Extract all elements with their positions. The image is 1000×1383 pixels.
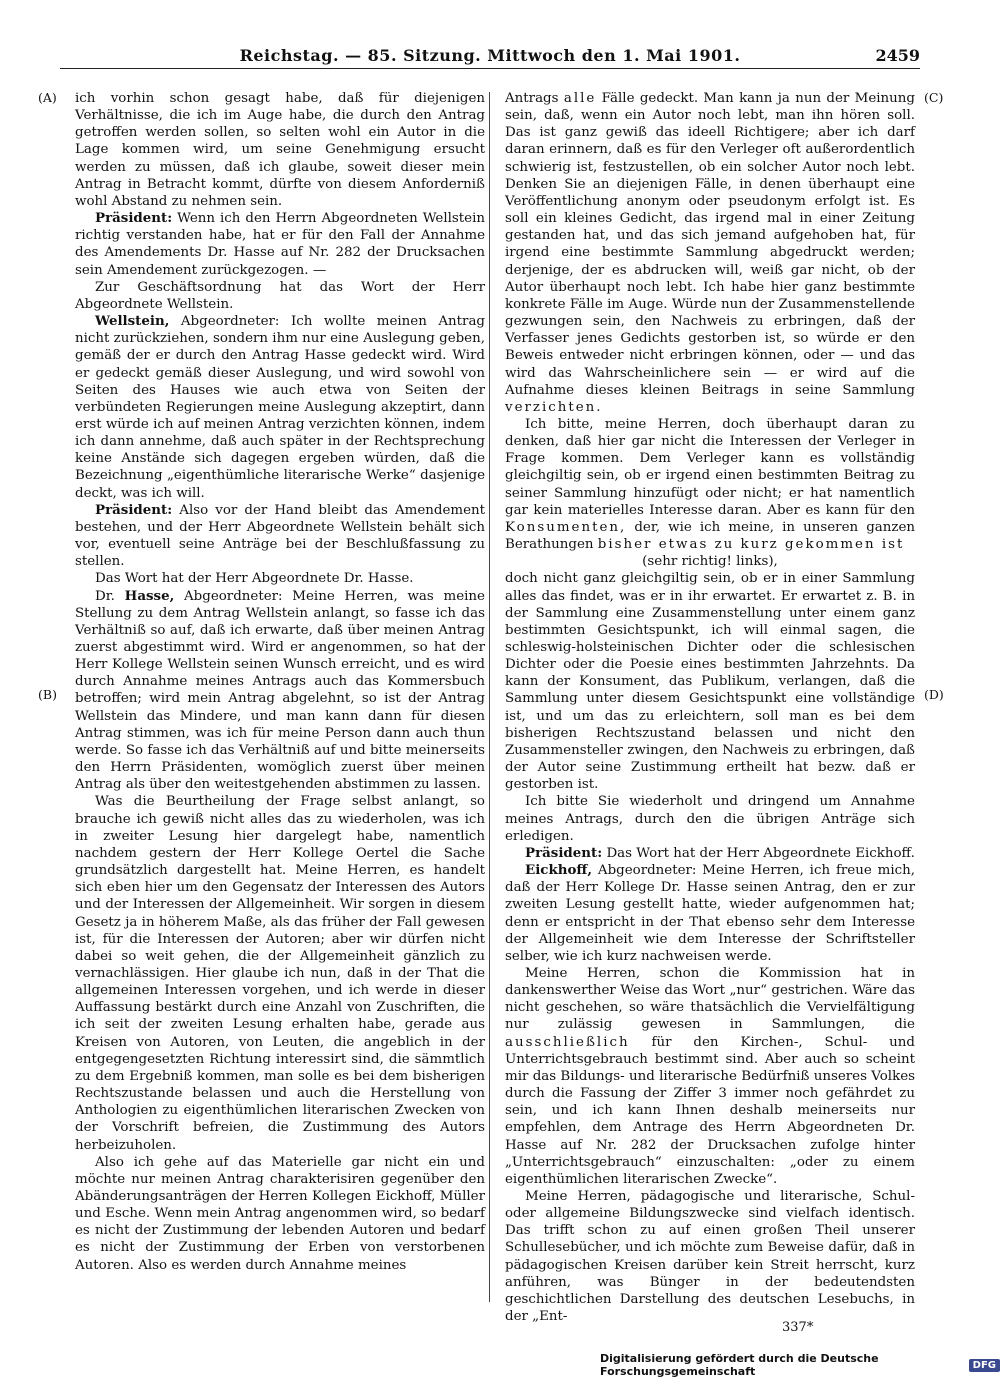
margin-mark-c: (C) bbox=[924, 90, 944, 105]
dfg-logo-icon: DFG bbox=[969, 1359, 1000, 1372]
right-column bbox=[505, 90, 915, 1325]
paragraph: Was die Beurtheilung der Frage selbst anlangt, so brauche ich gewiß nicht alles das zu wiederholen, was ich in zweiter Lesung hier dargelegt habe, namentlich nachdem gestern der Herr Kollege Oertel die Sache grundsätzlich dargestellt hat. Meine Herren, es handelt sich eben hier um den Gegensatz der Interessen des Autors und der Interessen der Allgemeinheit. Wir sorgen in diesem Gesetz ja in höherem Maße, als das früher der Fall gewesen ist, für die Interessen der Autoren; aber wir dürfen nicht dabei so weit gehen, die der Allgemeinheit gänzlich zu vernachlässigen. Hier glaube ich nun, daß in der That die allgemeinen Interessen vorgehen, und ich werde in dieser Auffassung bestärkt durch eine Anzahl von Zuschriften, die ich seit der zweiten Lesung erhalten habe, gerade aus Kreisen von Autoren, von Leuten, die angeblich in der entgegengesetzten Richtung interessirt sind, die sämmtlich zu dem Ergebniß kommen, man solle es bei dem bisherigen Rechtszustande belassen und auch die Herstellung von Anthologien zu eigenthümlichen literarischen Zwecken von der Vorschrift befreien, die Zustimmung des Autors herbeizuholen. bbox=[75, 794, 485, 1153]
paragraph: Wellstein, Abgeordneter: Ich wollte meinen Antrag nicht zurückziehen, sondern ihm nur eine Auslegung geben, gemäß der er durch den Antrag Hasse gedeckt wird. Wird er gedeckt gemäß dieser Auslegung, und wird sowohl von Seiten des Hauses wie auch etwa von Seiten der verbündeten Regierungen meine Auslegung akzeptirt, dann erst würde ich auf meinen Antrag verzichten können, indem ich dann annehme, daß auch später in der Rechtsprechung keine Anstände sich dagegen ergeben würden, daß die Bezeichnung „eigenthümliche literarische Werke“ dasjenige deckt, was ich will. bbox=[75, 313, 485, 501]
footer-text: Digitalisierung gefördert durch die Deutsche Forschungsgemeinschaft bbox=[600, 1352, 879, 1378]
page-title: Reichstag. — 85. Sitzung. Mittwoch den 1. Mai 1901. bbox=[239, 46, 741, 65]
interjection: (sehr richtig! links), bbox=[642, 554, 778, 570]
page-header bbox=[60, 44, 920, 69]
page-number: 2459 bbox=[875, 46, 920, 65]
paragraph: Dr. Hasse, Abgeordneter: Meine Herren, was meine Stellung zu dem Antrag Wellstein anlangt, so fasse ich das Verhältniß so auf, daß ich erwarte, daß über meinen Antrag zuerst abgestimmt wird. Wird er angenommen, so hat der Herr Kollege Wellstein seinen Wunsch erreicht, und es wird durch Annahme meines Antrags auch das Kommersbuch betroffen; wird mein Antrag abgelehnt, so ist der Antrag Wellstein das Mindere, und man kann dann für diesen Antrag stimmen, was ich für meine Person dann auch thun werde. So fasse ich das Verhältniß auf und bitte meinerseits den Herrn Präsidenten, womöglich zuerst über meinen Antrag als über den weitestgehenden abstimmen zu lassen. bbox=[75, 587, 485, 793]
paragraph: Das Wort hat der Herr Abgeordnete Dr. Hasse. bbox=[95, 571, 414, 587]
sheet-signature: 337* bbox=[782, 1320, 814, 1335]
paragraph: Meine Herren, pädagogische und literarische, Schul- oder allgemeine Bildungszwecke sind vielfach identisch. Das trifft schon zu auf einen großen Theil unserer Schullesebücher, und ich möchte zum Beweise dafür, daß in pädagogischen Kreisen darüber kein Streit herrscht, kurz anführen, was Bünger in der bedeutendsten geschichtlichen Darstellung des deutschen Lesebuchs, in der „Ent- bbox=[505, 1189, 915, 1325]
margin-mark-d: (D) bbox=[924, 687, 944, 702]
paragraph: Ich bitte Sie wiederholt und dringend um Annahme meines Antrags, durch den die übrigen Anträge sich erledigen. bbox=[505, 794, 915, 844]
footer-credit bbox=[600, 1352, 1000, 1378]
paragraph: ich vorhin schon gesagt habe, daß für diejenigen Verhältnisse, die ich im Auge habe, die durch den Antrag getroffen werden sollen, so selten wohl ein Autor in die Lage kommen wird, um seine Genehmigung ersucht werden zu müssen, daß ich glaube, soweit dieser mein Antrag in Betracht kommt, dürfte von diesem Anforderniß wohl Abstand zu nehmen sein. bbox=[75, 91, 485, 209]
speaker-name: Wellstein, bbox=[95, 313, 170, 330]
paragraph: Präsident: Das Wort hat der Herr Abgeordnete Eickhoff. bbox=[525, 844, 915, 861]
paragraph: Meine Herren, schon die Kommission hat in dankenswerther Weise das Wort „nur“ gestrichen. Wäre das nicht geschehen, so wäre thatsächlich die Vervielfältigung nur zulässig gewesen in Sammlungen, die ausschließlich für den Kirchen-, Schul- und Unterrichtsgebrauch bestimmt sind. Aber auch so scheint mir das Bildungs- und literarische Bedürfniß unseres Volkes durch die Fassung der Ziffer 3 immer noch gefährdet zu sein, und ich kann Ihnen deshalb meinerseits nur empfehlen, dem Antrage des Herrn Abgeordneten Dr. Hasse auf Nr. 282 der Drucksachen zufolge hinter „Unterrichtsgebrauch“ einzuschalten: „oder zu einem eigenthümlichen literarischen Zwecke“. bbox=[505, 965, 915, 1187]
margin-mark-b: (B) bbox=[38, 687, 57, 702]
left-column bbox=[75, 90, 485, 1274]
speaker-name: Eickhoff, bbox=[525, 862, 593, 879]
speaker-name: Hasse, bbox=[124, 587, 175, 604]
paragraph: Präsident: Also vor der Hand bleibt das Amendement bestehen, und der Herr Abgeordnete Wellstein behält sich vor, eventuell seine Anträge bei der Beschlußfassung zu stellen. bbox=[75, 501, 485, 570]
paragraph: Ich bitte, meine Herren, doch überhaupt daran zu denken, daß hier gar nicht die Interessen der Verleger in Frage kommen. Dem Verleger kann es vollständig gleichgiltig sein, ob er irgend einen bestimmten Beitrag zu seiner Sammlung hinzufügt oder nicht; er hat namentlich gar kein materielles Interesse daran. Aber es kann für den Konsumenten, der, wie ich meine, in unseren ganzen Berathungen bisher etwas zu kurz gekommen ist bbox=[505, 416, 915, 553]
paragraph: doch nicht ganz gleichgiltig sein, ob er in einer Sammlung alles das findet, was er in ihr erwartet. Er erwartet z. B. in der Sammlung eine Zusammenstellung unter einem ganz bestimmten Gesichtspunkt, ich will einmal sagen, die schleswig-holsteinischen Dichter oder die schlesischen Dichter oder die Poesie eines bestimmten Jahrzehnts. Da kann der Konsument, das Publikum, verlangen, daß die Sammlung unter diesem Gesichtspunkt eine vollständige ist, und um das zu erleichtern, soll man es bei dem bisherigen Rechtszustand belassen und nicht den Zusammensteller zwingen, den Nachweis zu erbringen, daß der Autor seine Zustimmung ertheilt hat bezw. daß er gestorben ist. bbox=[505, 571, 915, 793]
paragraph: Eickhoff, Abgeordneter: Meine Herren, ich freue mich, daß der Herr Kollege Dr. Hasse seinen Antrag, den er zur zweiten Lesung gestellt hatte, wieder aufgenommen hat; denn er entspricht in der That ebenso sehr dem Interesse der Allgemeinheit wie dem Interesse der Schriftsteller selber, wie ich kurz nachweisen werde. bbox=[505, 862, 915, 964]
paragraph: Präsident: Wenn ich den Herrn Abgeordneten Wellstein richtig verstanden habe, hat er für den Fall der Annahme des Amendements Dr. Hasse auf Nr. 282 der Drucksachen sein Amendement zurückgezogen. — bbox=[75, 210, 485, 278]
paragraph: Antrags alle Fälle gedeckt. Man kann ja nun der Meinung sein, daß, wenn ein Autor noch lebt, man ihn hören soll. Das ist ganz gewiß das ideell Richtigere; aber ich darf daran erinnern, daß es für den Verleger oft außerordentlich schwierig ist, festzustellen, ob ein solcher Autor noch lebt. Denken Sie an diejenigen Fälle, in denen überhaupt eine Veröffentlichung anonym oder pseudonym erfolgt ist. Es soll ein kleines Gedicht, das irgend mal in einer Zeitung gestanden hat, und das sich jemand aufgehoben hat, für irgend eine bestimmte Sammlung abgedruckt werden; derjenige, der es abdrucken will, weiß gar nicht, ob der Autor überhaupt noch lebt. Ich habe hier ganz bestimmte konkrete Fälle im Auge. Würde nun der Zusammenstellende gezwungen sein, den Nachweis zu erbringen, daß der Verfasser jenes Gedichts gestorben ist, so würde er den Beweis entweder nicht erbringen können, oder — und das wird das Wahrscheinlichere sein — er wird auf die Aufnahme dieses kleinen Beitrags in seine Sammlung verzichten. bbox=[505, 91, 915, 415]
speaker-name: Präsident: bbox=[95, 210, 173, 227]
speaker-name: Präsident: bbox=[525, 844, 603, 861]
margin-mark-a: (A) bbox=[38, 90, 57, 105]
speaker-name: Präsident: bbox=[95, 501, 173, 518]
paragraph: Also ich gehe auf das Materielle gar nicht ein und möchte nur meinen Antrag charakterisiren gegenüber den Abänderungsanträgen der Herren Kollegen Eickhoff, Müller und Esche. Wenn mein Antrag angenommen wird, so bedarf es nicht der Zustimmung der lebenden Autoren und bedarf es nicht der Zustimmung der Erben von verstorbenen Autoren. Also es werden durch Annahme meines bbox=[75, 1154, 485, 1273]
paragraph: Zur Geschäftsordnung hat das Wort der Herr Abgeordnete Wellstein. bbox=[75, 279, 485, 312]
column-divider bbox=[489, 92, 490, 1302]
